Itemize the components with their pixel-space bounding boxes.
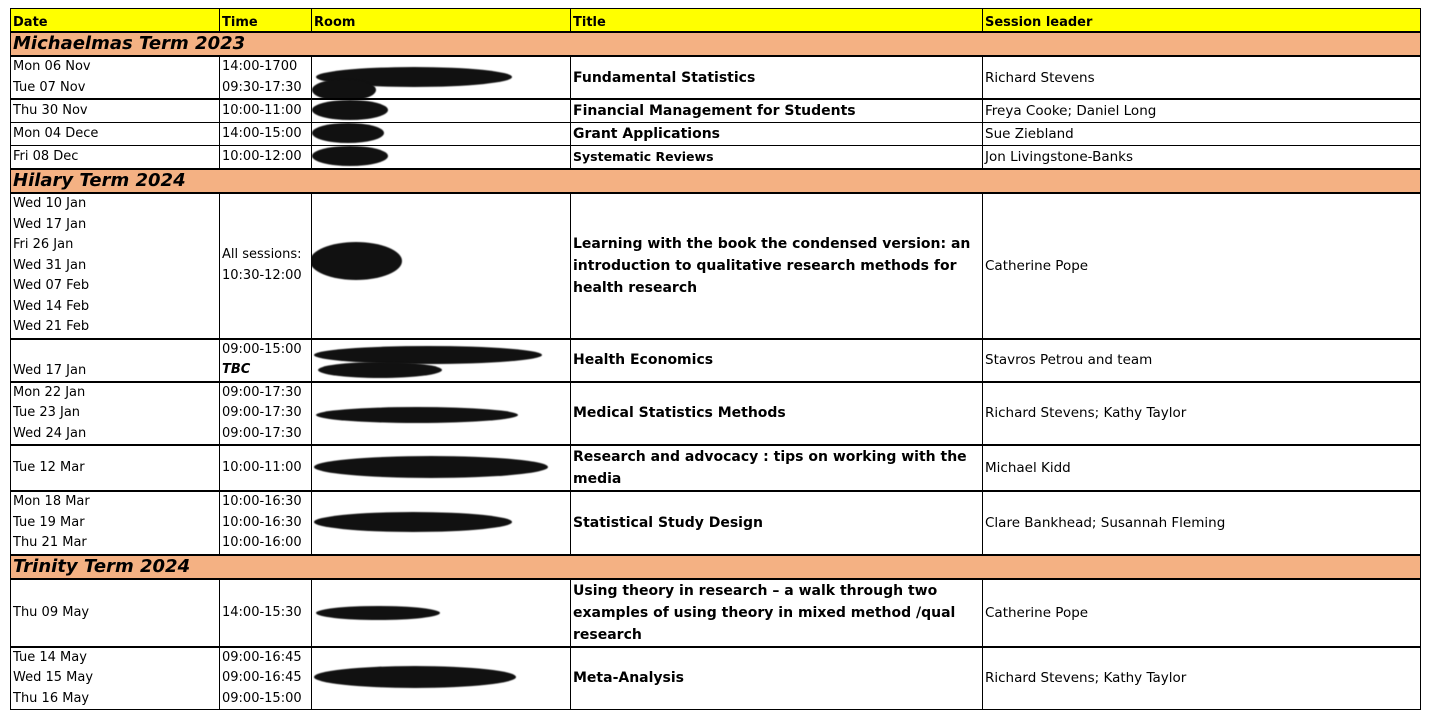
table-row [11,382,1421,446]
time-cell[interactable]: 10:00-11:00 [220,445,312,491]
date-cell[interactable]: Mon 04 Dece [11,123,220,146]
header-row [11,9,1421,33]
title-cell[interactable]: Learning with the book the condensed version: an introduction to qualitative research methods for health research [571,193,983,339]
table-row [11,445,1421,491]
date-value: Tue 07 Nov [13,79,86,95]
time-cell[interactable] [220,56,312,99]
time-cell[interactable] [220,647,312,710]
date-value: Mon 22 Jan [13,384,86,400]
room-cell-redacted[interactable] [312,579,571,647]
room-cell-redacted[interactable] [312,382,571,446]
header-room[interactable]: Room [312,9,571,33]
term-row-trinity [11,555,1421,579]
date-value: Mon 18 Mar [13,494,90,509]
leader-cell[interactable]: Catherine Pope [983,579,1421,647]
title-cell[interactable]: Meta-Analysis [571,647,983,710]
date-cell[interactable]: Thu 30 Nov [11,99,220,123]
leader-cell[interactable]: Clare Bankhead; Susannah Fleming [983,491,1421,555]
date-value: Wed 14 Feb [13,298,90,314]
leader-cell[interactable]: Richard Stevens [983,56,1421,99]
redaction-mark [314,666,516,688]
date-value: Wed 10 Jan [13,196,87,211]
date-value: Tue 19 Mar [13,514,85,530]
title-cell[interactable]: Grant Applications [571,123,983,146]
date-cell[interactable] [11,647,220,710]
date-value: Wed 17 Jan [13,216,87,232]
room-cell-redacted[interactable] [312,56,571,99]
header-session-leader[interactable]: Session leader [983,9,1421,33]
title-cell[interactable]: Research and advocacy : tips on working with the media [571,445,983,491]
date-cell[interactable]: Wed 17 Jan [11,339,220,382]
time-cell[interactable]: 14:00-15:00 [220,123,312,146]
time-value: 09:00-16:45 [222,649,302,665]
redaction-mark [316,407,518,423]
room-cell-redacted[interactable] [312,123,571,146]
spreadsheet [10,8,1421,710]
table-row [11,99,1421,123]
header-time[interactable]: Time [220,9,312,33]
title-cell[interactable]: Fundamental Statistics [571,56,983,99]
date-value: Wed 21 Feb [13,319,90,334]
time-cell[interactable] [220,339,312,382]
term-row-michaelmas [11,32,1421,56]
header-date[interactable]: Date [11,9,220,33]
redaction-mark [318,362,442,378]
time-value: 10:00-16:30 [222,514,302,530]
redaction-mark [312,242,403,280]
date-value: Fri 26 Jan [13,237,74,252]
redaction-mark [314,346,542,364]
header-title[interactable]: Title [571,9,983,33]
date-value: Wed 24 Jan [13,425,87,441]
table-row [11,193,1421,339]
date-cell[interactable] [11,56,220,99]
time-value: 09:00-15:00 [222,341,302,357]
time-cell[interactable] [220,382,312,446]
title-cell[interactable]: Financial Management for Students [571,99,983,123]
room-cell-redacted[interactable] [312,647,571,710]
date-cell[interactable]: Fri 08 Dec [11,146,220,170]
redaction-mark [312,100,388,120]
date-cell[interactable]: Tue 12 Mar [11,445,220,491]
term-row-hilary [11,169,1421,193]
time-cell[interactable] [220,491,312,555]
room-cell-redacted[interactable] [312,491,571,555]
time-cell[interactable] [220,193,312,339]
time-cell[interactable]: 10:00-12:00 [220,146,312,170]
time-value: TBC [222,362,251,377]
time-value: 09:30-17:30 [222,79,302,95]
time-value: 10:00-16:00 [222,535,302,550]
title-cell[interactable]: Health Economics [571,339,983,382]
redaction-mark [316,606,440,620]
redaction-mark [312,146,388,166]
leader-cell[interactable]: Freya Cooke; Daniel Long [983,99,1421,123]
room-cell-redacted[interactable] [312,445,571,491]
room-cell-redacted[interactable] [312,146,571,170]
date-value: Wed 15 May [13,670,94,685]
table-row [11,491,1421,555]
title-cell[interactable]: Medical Statistics Methods [571,382,983,446]
date-value: Mon 06 Nov [13,59,91,74]
redaction-mark [314,456,548,478]
term-heading[interactable]: Michaelmas Term 2023 [11,32,1421,56]
date-value: Tue 23 Jan [13,405,81,420]
date-cell[interactable] [11,193,220,339]
title-cell[interactable]: Systematic Reviews [571,146,983,170]
leader-cell[interactable]: Richard Stevens; Kathy Taylor [983,382,1421,446]
term-heading[interactable]: Trinity Term 2024 [11,555,1421,579]
time-value: 09:00-17:30 [222,405,302,420]
time-value: 10:30-12:00 [222,267,302,283]
date-cell[interactable]: Thu 09 May [11,579,220,647]
time-cell[interactable]: 10:00-11:00 [220,99,312,123]
leader-cell[interactable]: Sue Ziebland [983,123,1421,146]
table-row [11,339,1421,382]
room-cell-redacted[interactable] [312,339,571,382]
redaction-mark [314,512,512,532]
date-value: Wed 07 Feb [13,278,90,293]
time-value: 09:00-15:00 [222,690,302,706]
table-row [11,123,1421,146]
leader-cell[interactable]: Catherine Pope [983,193,1421,339]
title-cell[interactable]: Using theory in research – a walk through two examples of using theory in mixed method /qual research [571,579,983,647]
time-cell[interactable]: 14:00-15:30 [220,579,312,647]
date-value: Thu 21 Mar [13,535,87,550]
redaction-mark [312,79,376,99]
leader-cell[interactable]: Michael Kidd [983,445,1421,491]
table-row [11,579,1421,647]
time-value: 14:00-1700 [222,59,298,74]
room-cell-redacted[interactable] [312,193,571,339]
leader-cell[interactable]: Jon Livingstone-Banks [983,146,1421,170]
time-value: 10:00-16:30 [222,494,302,509]
title-cell[interactable]: Statistical Study Design [571,491,983,555]
date-value: Tue 14 May [13,649,87,665]
room-cell-redacted[interactable] [312,99,571,123]
table-row [11,56,1421,99]
redaction-mark [312,123,384,143]
schedule-table [10,8,1421,710]
time-value: 09:00-17:30 [222,425,302,441]
table-row [11,146,1421,170]
date-value: Thu 16 May [13,690,90,706]
date-cell[interactable] [11,491,220,555]
time-value: All sessions: [222,247,302,263]
date-value: Wed 31 Jan [13,257,87,273]
leader-cell[interactable]: Stavros Petrou and team [983,339,1421,382]
leader-cell[interactable]: Richard Stevens; Kathy Taylor [983,647,1421,710]
table-row [11,647,1421,710]
time-value: 09:00-17:30 [222,384,302,400]
term-heading[interactable]: Hilary Term 2024 [11,169,1421,193]
time-value: 09:00-16:45 [222,670,302,685]
date-cell[interactable] [11,382,220,446]
